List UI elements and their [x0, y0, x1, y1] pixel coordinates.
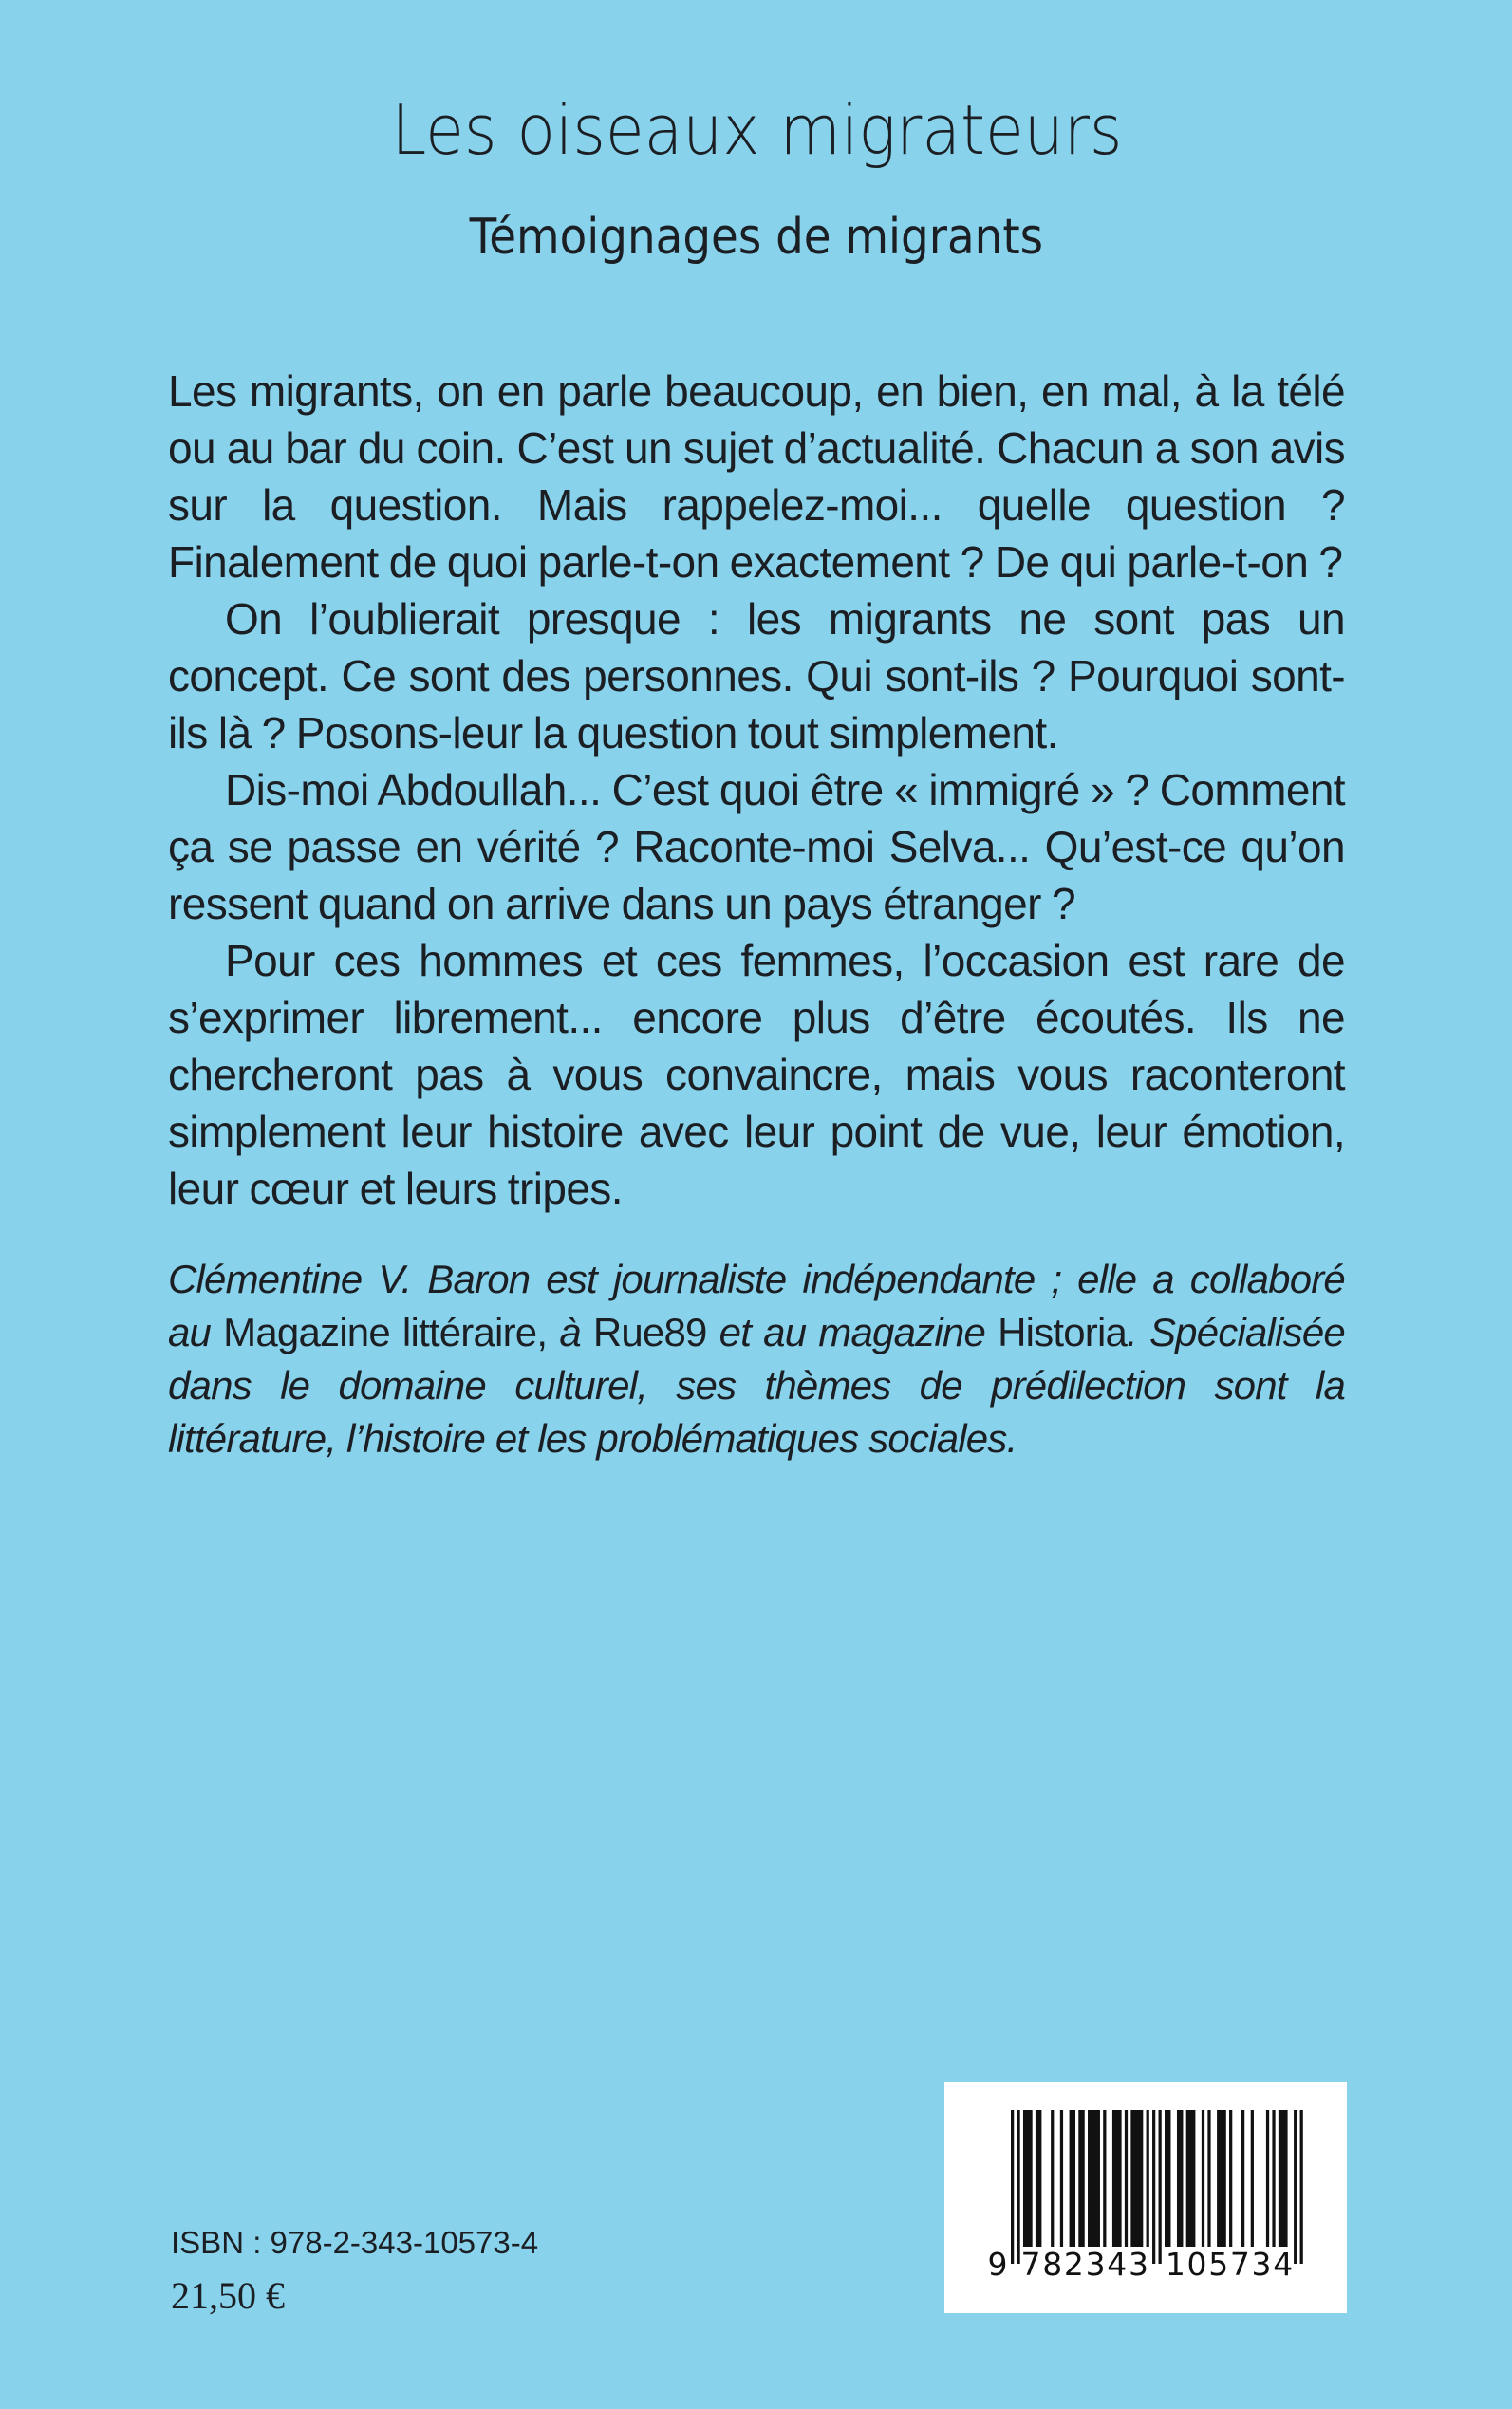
isbn-label: ISBN : 978-2-343-10573-4 — [171, 2225, 539, 2260]
bio-segment: , — [536, 1310, 560, 1354]
svg-text:4: 4 — [1107, 2246, 1128, 2283]
svg-text:9: 9 — [987, 2246, 1008, 2283]
svg-text:5: 5 — [1208, 2246, 1229, 2283]
svg-text:4: 4 — [1273, 2246, 1294, 2283]
bio-segment: Clémentine V. Baron est journaliste indépendante ; elle a collaboré au — [168, 1257, 1345, 1354]
barcode-icon — [944, 2082, 1347, 2313]
blurb-paragraph: Les migrants, on en parle beaucoup, en bien, en mal, à la télé ou au bar du coin. C’est un sujet d’actualité. Chacun a son avis sur la question. Mais rappelez-moi... quelle question ? Finalement de quoi parle-t-on exactement ? De qui parle-t-on ? — [168, 366, 1345, 587]
book-subtitle: Témoignages de migrants — [469, 209, 1044, 266]
bio-publication-magazine-litteraire: Magazine littéraire — [223, 1310, 537, 1354]
svg-text:1: 1 — [1165, 2246, 1185, 2283]
blurb-paragraph: Pour ces hommes et ces femmes, l’occasion est rare de s’exprimer librement... encore plus d’être écoutés. Ils ne chercheront pas à vous convaincre, mais vous raconteront simplement leur histoire avec leur point de vue, leur émotion, leur cœur et leurs tripes. — [168, 936, 1345, 1213]
bio-segment: . Spécialisée dans le domaine culturel, ses thèmes de prédilection sont la littérature, l’histoire et les problématiques sociales. — [168, 1310, 1345, 1461]
blurb-paragraph: Dis-moi Abdoullah... C’est quoi être « immigré » ? Comment ça se passe en vérité ? Raconte-moi Selva... Qu’est-ce qu’on ressent quand on arrive dans un pays étranger ? — [168, 765, 1345, 928]
svg-text:8: 8 — [1042, 2246, 1063, 2283]
author-bio — [168, 1253, 1345, 1466]
svg-text:7: 7 — [1020, 2246, 1041, 2283]
book-title: Les oiseaux migrateurs — [391, 90, 1123, 170]
barcode — [944, 2082, 1347, 2313]
blurb-paragraph: On l’oublierait presque : les migrants ne sont pas un concept. Ce sont des personnes. Qui sont-ils ? Pourquoi sont-ils là ? Posons-leur la question tout simplement. — [168, 594, 1345, 757]
bio-segment: et au magazine — [719, 1310, 999, 1354]
blurb — [168, 363, 1345, 1217]
svg-text:3: 3 — [1128, 2246, 1148, 2283]
bio-publication-historia: Historia — [998, 1310, 1128, 1354]
svg-text:3: 3 — [1251, 2246, 1272, 2283]
svg-text:0: 0 — [1186, 2246, 1207, 2283]
svg-text:7: 7 — [1229, 2246, 1250, 2283]
price-label: 21,50 € — [171, 2274, 285, 2317]
bio-publication-rue89: Rue89 — [592, 1310, 719, 1354]
svg-text:2: 2 — [1063, 2246, 1084, 2283]
svg-text:3: 3 — [1085, 2246, 1106, 2283]
bio-segment: à — [559, 1310, 593, 1354]
